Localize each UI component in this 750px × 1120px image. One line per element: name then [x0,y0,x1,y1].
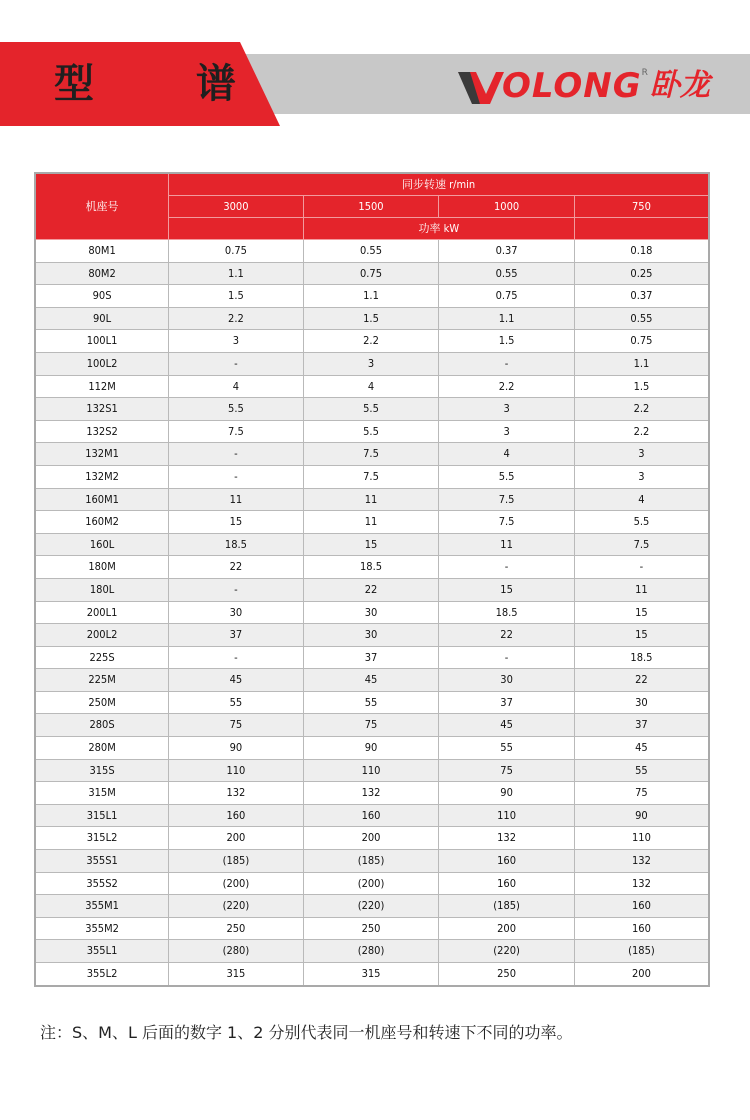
power-cell: 160 [303,804,439,827]
power-cell: 22 [303,578,439,601]
power-cell: 45 [574,737,709,760]
power-cell: 4 [439,443,575,466]
logo-chinese-name: 卧龙 [649,68,710,103]
power-cell: 55 [169,691,304,714]
power-cell: 90 [574,804,709,827]
frame-number-cell: 315S [35,759,169,782]
frame-number-cell: 355S1 [35,850,169,873]
power-cell: 11 [439,533,575,556]
power-cell: 7.5 [169,420,304,443]
power-cell: (220) [303,895,439,918]
table-row [35,398,709,421]
power-cell: - [439,646,575,669]
speed-1500-header: 1500 [303,196,439,218]
power-cell: 75 [303,714,439,737]
power-cell: - [574,556,709,579]
frame-number-cell: 280M [35,737,169,760]
power-cell: (280) [303,940,439,963]
power-cell: 7.5 [303,465,439,488]
power-cell: 90 [303,737,439,760]
power-cell: 110 [574,827,709,850]
power-cell: 75 [574,782,709,805]
power-cell: - [169,646,304,669]
table-row [35,850,709,873]
power-cell: 18.5 [439,601,575,624]
frame-number-cell: 355L1 [35,940,169,963]
table-row [35,240,709,263]
power-cell: 5.5 [303,398,439,421]
frame-number-cell: 250M [35,691,169,714]
power-cell: (185) [439,895,575,918]
power-cell: 1.1 [303,285,439,308]
power-header: 功率 kW [303,218,574,240]
power-cell: 7.5 [439,511,575,534]
speed-1000-header: 1000 [439,196,575,218]
power-cell: - [169,443,304,466]
power-cell: (220) [169,895,304,918]
frame-number-cell: 355M2 [35,917,169,940]
power-cell: 75 [169,714,304,737]
power-cell: 15 [439,578,575,601]
footnote: 注：S、M、L 后面的数字 1、2 分别代表同一机座号和转速下不同的功率。 [40,1023,573,1042]
power-cell: 110 [439,804,575,827]
table-row [35,940,709,963]
frame-number-cell: 112M [35,375,169,398]
power-cell: 250 [303,917,439,940]
table-row [35,330,709,353]
power-cell: 22 [169,556,304,579]
power-cell: 3 [169,330,304,353]
frame-number-cell: 100L2 [35,352,169,375]
power-cell: (200) [169,872,304,895]
power-cell: 0.75 [574,330,709,353]
power-cell: 2.2 [574,420,709,443]
power-cell: 7.5 [574,533,709,556]
power-cell: 11 [303,488,439,511]
power-cell: 18.5 [574,646,709,669]
frame-number-cell: 132S1 [35,398,169,421]
table-row [35,895,709,918]
table-row [35,262,709,285]
power-cell: 3 [574,465,709,488]
spec-table-body [35,240,709,986]
power-cell: 160 [439,850,575,873]
power-cell: 0.55 [303,240,439,263]
table-row [35,782,709,805]
frame-number-cell: 132M2 [35,465,169,488]
table-row [35,804,709,827]
logo-registered-mark: R [641,68,648,78]
power-cell: 2.2 [169,307,304,330]
power-cell: 1.5 [574,375,709,398]
power-cell: 0.55 [439,262,575,285]
power-cell: 132 [439,827,575,850]
frame-number-cell: 225S [35,646,169,669]
brand-logo [456,62,710,110]
speed-header: 同步转速 r/min [169,173,709,196]
frame-number-cell: 355L2 [35,963,169,986]
table-row [35,624,709,647]
power-header-blank [574,218,709,240]
power-cell: 55 [303,691,439,714]
power-cell: - [169,352,304,375]
power-cell: 1.1 [574,352,709,375]
power-cell: 55 [439,737,575,760]
speed-3000-header: 3000 [169,196,304,218]
power-cell: 3 [303,352,439,375]
power-cell: 11 [169,488,304,511]
frame-number-cell: 200L1 [35,601,169,624]
power-cell: 2.2 [439,375,575,398]
power-cell: (200) [303,872,439,895]
power-cell: 45 [169,669,304,692]
table-row [35,714,709,737]
frame-number-cell: 355M1 [35,895,169,918]
power-cell: 3 [574,443,709,466]
power-cell: 30 [439,669,575,692]
power-cell: 0.75 [439,285,575,308]
power-cell: 110 [169,759,304,782]
power-cell: 37 [574,714,709,737]
power-header-blank [169,218,304,240]
power-cell: 0.75 [303,262,439,285]
power-cell: 11 [303,511,439,534]
frame-number-cell: 100L1 [35,330,169,353]
power-cell: - [439,352,575,375]
power-cell: 5.5 [169,398,304,421]
table-row [35,669,709,692]
power-cell: 22 [574,669,709,692]
frame-number-header: 机座号 [35,173,169,240]
frame-number-cell: 315M [35,782,169,805]
power-cell: 5.5 [303,420,439,443]
power-cell: 0.37 [574,285,709,308]
power-cell: 4 [574,488,709,511]
table-row [35,827,709,850]
power-cell: 0.75 [169,240,304,263]
power-cell: 315 [169,963,304,986]
power-cell: 2.2 [303,330,439,353]
table-row [35,533,709,556]
frame-number-cell: 80M2 [35,262,169,285]
power-cell: 7.5 [303,443,439,466]
power-cell: 37 [303,646,439,669]
power-cell: 200 [574,963,709,986]
power-cell: 5.5 [439,465,575,488]
table-row [35,872,709,895]
power-cell: 250 [169,917,304,940]
frame-number-cell: 160L [35,533,169,556]
power-cell: 132 [574,872,709,895]
frame-number-cell: 280S [35,714,169,737]
frame-number-cell: 80M1 [35,240,169,263]
power-cell: 3 [439,420,575,443]
power-cell: 110 [303,759,439,782]
frame-number-cell: 180M [35,556,169,579]
table-row [35,737,709,760]
power-cell: 18.5 [303,556,439,579]
power-cell: 75 [439,759,575,782]
power-cell: 1.1 [169,262,304,285]
power-cell: 0.37 [439,240,575,263]
logo-v-mark-icon [456,66,506,106]
power-cell: 22 [439,624,575,647]
spec-table [34,172,710,987]
table-row [35,963,709,986]
power-cell: 1.5 [169,285,304,308]
page-title: 型 谱 [54,61,280,107]
table-row [35,556,709,579]
power-cell: 37 [169,624,304,647]
frame-number-cell: 225M [35,669,169,692]
power-cell: 160 [574,895,709,918]
power-cell: (220) [439,940,575,963]
frame-number-cell: 315L2 [35,827,169,850]
frame-number-cell: 180L [35,578,169,601]
power-cell: 0.25 [574,262,709,285]
power-cell: 3 [439,398,575,421]
power-cell: 1.5 [439,330,575,353]
power-cell: 55 [574,759,709,782]
power-cell: 315 [303,963,439,986]
power-cell: 4 [169,375,304,398]
power-cell: (185) [169,850,304,873]
power-cell: 90 [439,782,575,805]
power-cell: 37 [439,691,575,714]
power-cell: 200 [169,827,304,850]
power-cell: 200 [439,917,575,940]
speed-750-header: 750 [574,196,709,218]
logo-text: OLONG [502,66,642,106]
power-cell: 15 [574,624,709,647]
table-row [35,759,709,782]
frame-number-cell: 132S2 [35,420,169,443]
power-cell: 160 [169,804,304,827]
power-cell: 0.55 [574,307,709,330]
table-row [35,443,709,466]
power-cell: (185) [303,850,439,873]
power-cell: 132 [169,782,304,805]
frame-number-cell: 90L [35,307,169,330]
table-row [35,601,709,624]
table-row [35,917,709,940]
power-cell: 30 [303,601,439,624]
power-cell: 30 [303,624,439,647]
power-cell: 1.5 [303,307,439,330]
power-cell: 4 [303,375,439,398]
table-row [35,352,709,375]
power-cell: 30 [574,691,709,714]
table-row [35,465,709,488]
power-cell: 11 [574,578,709,601]
table-row [35,307,709,330]
frame-number-cell: 355S2 [35,872,169,895]
power-cell: 45 [303,669,439,692]
power-cell: (280) [169,940,304,963]
power-cell: 15 [574,601,709,624]
frame-number-cell: 90S [35,285,169,308]
table-row [35,691,709,714]
power-cell: 7.5 [439,488,575,511]
table-row [35,578,709,601]
power-cell: 15 [303,533,439,556]
power-cell: 2.2 [574,398,709,421]
table-row [35,646,709,669]
frame-number-cell: 315L1 [35,804,169,827]
power-cell: 45 [439,714,575,737]
power-cell: - [169,578,304,601]
power-cell: 160 [574,917,709,940]
table-row [35,375,709,398]
power-cell: 250 [439,963,575,986]
power-cell: 132 [303,782,439,805]
power-cell: 1.1 [439,307,575,330]
table-row [35,420,709,443]
power-cell: 90 [169,737,304,760]
power-cell: (185) [574,940,709,963]
frame-number-cell: 132M1 [35,443,169,466]
power-cell: - [439,556,575,579]
table-row [35,511,709,534]
power-cell: 0.18 [574,240,709,263]
frame-number-cell: 160M2 [35,511,169,534]
power-cell: 30 [169,601,304,624]
table-row [35,488,709,511]
power-cell: 18.5 [169,533,304,556]
frame-number-cell: 200L2 [35,624,169,647]
power-cell: 15 [169,511,304,534]
table-row [35,285,709,308]
power-cell: 160 [439,872,575,895]
frame-number-cell: 160M1 [35,488,169,511]
power-cell: 200 [303,827,439,850]
power-cell: 132 [574,850,709,873]
power-cell: - [169,465,304,488]
power-cell: 5.5 [574,511,709,534]
